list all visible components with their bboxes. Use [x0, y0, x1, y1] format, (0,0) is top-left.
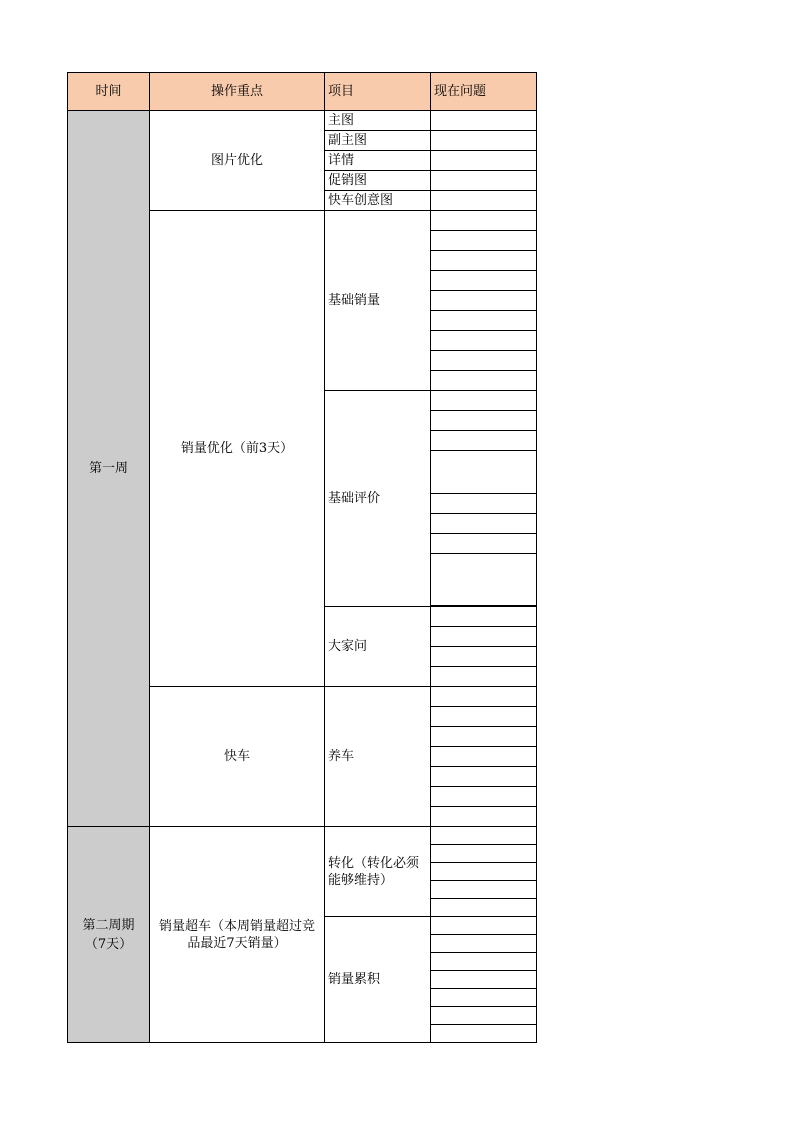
- issue-cell[interactable]: [431, 727, 537, 747]
- issue-cell[interactable]: [431, 291, 537, 311]
- issue-cell[interactable]: [431, 271, 537, 291]
- issue-cell[interactable]: [431, 231, 537, 251]
- issue-cell[interactable]: [431, 989, 537, 1007]
- issue-cell[interactable]: [431, 607, 537, 627]
- issue-cell[interactable]: [431, 627, 537, 647]
- issue-cell[interactable]: [431, 371, 537, 391]
- issue-cell[interactable]: [431, 953, 537, 971]
- header-focus: 操作重点: [150, 73, 325, 111]
- item-sub-main-image: 副主图: [325, 131, 431, 151]
- issue-cell[interactable]: [431, 899, 537, 917]
- conversion-cell: 转化（转化必须能够维持）: [325, 827, 431, 917]
- issue-cell[interactable]: [431, 747, 537, 767]
- issue-cell[interactable]: [431, 881, 537, 899]
- issue-cell[interactable]: [431, 534, 537, 554]
- issue-cell[interactable]: [431, 251, 537, 271]
- header-row: [68, 73, 537, 111]
- header-time: 时间: [68, 73, 150, 111]
- operation-plan-table: [67, 72, 537, 1043]
- header-issue: 现在问题: [431, 73, 537, 111]
- issue-cell[interactable]: [431, 351, 537, 371]
- express-cell: 快车: [150, 687, 325, 827]
- issue-cell[interactable]: [431, 807, 537, 827]
- issue-cell[interactable]: [431, 331, 537, 351]
- issue-cell[interactable]: [431, 494, 537, 514]
- week1-label: 第一周: [88, 461, 128, 476]
- header-item: 项目: [325, 73, 431, 111]
- issue-cell[interactable]: [431, 391, 537, 411]
- issue-cell[interactable]: [431, 514, 537, 534]
- issue-cell[interactable]: [431, 554, 537, 606]
- issue-cell[interactable]: [431, 171, 537, 191]
- table-row: [68, 111, 537, 131]
- issue-cell[interactable]: [431, 917, 537, 935]
- image-opt-cell: 图片优化: [150, 111, 325, 211]
- issue-cell[interactable]: [431, 863, 537, 881]
- issue-cell[interactable]: [431, 767, 537, 787]
- week2-cell: [68, 827, 150, 1043]
- accumulate-cell: 销量累积: [325, 917, 431, 1043]
- issue-cell[interactable]: [431, 411, 537, 431]
- issue-cell[interactable]: [431, 667, 537, 687]
- issue-cell[interactable]: [431, 787, 537, 807]
- overtake-cell: 销量超车（本周销量超过竞品最近7天销量）: [150, 827, 325, 1043]
- base-sales-cell: 基础销量: [325, 211, 431, 391]
- item-express-creative: 快车创意图: [325, 191, 431, 211]
- issue-cell[interactable]: [431, 971, 537, 989]
- ask-all-cell: 大家问: [325, 607, 431, 687]
- table-row: [68, 827, 537, 845]
- item-details: 详情: [325, 151, 431, 171]
- issue-cell[interactable]: [431, 827, 537, 845]
- issue-cell[interactable]: [431, 647, 537, 667]
- week1-cell: [68, 111, 150, 827]
- issue-cell[interactable]: [431, 935, 537, 953]
- base-review-cell: 基础评价: [325, 391, 431, 607]
- issue-cell[interactable]: [431, 845, 537, 863]
- nurture-cell: 养车: [325, 687, 431, 827]
- issue-cell[interactable]: [431, 431, 537, 451]
- issue-cell[interactable]: [431, 451, 537, 494]
- issue-cell[interactable]: [431, 1007, 537, 1025]
- issue-cell[interactable]: [431, 707, 537, 727]
- issue-cell[interactable]: [431, 687, 537, 707]
- issue-cell[interactable]: [431, 191, 537, 211]
- issue-cell[interactable]: [431, 1025, 537, 1043]
- week2-label-line1: 第二周期: [82, 917, 135, 933]
- issue-cell[interactable]: [431, 211, 537, 231]
- item-promo-image: 促销图: [325, 171, 431, 191]
- issue-cell[interactable]: [431, 311, 537, 331]
- item-main-image: 主图: [325, 111, 431, 131]
- week2-label-line2: （7天）: [84, 936, 133, 952]
- sales-opt-cell: 销量优化（前3天）: [150, 211, 325, 687]
- issue-cell[interactable]: [431, 131, 537, 151]
- issue-cell[interactable]: [431, 111, 537, 131]
- issue-cell[interactable]: [431, 151, 537, 171]
